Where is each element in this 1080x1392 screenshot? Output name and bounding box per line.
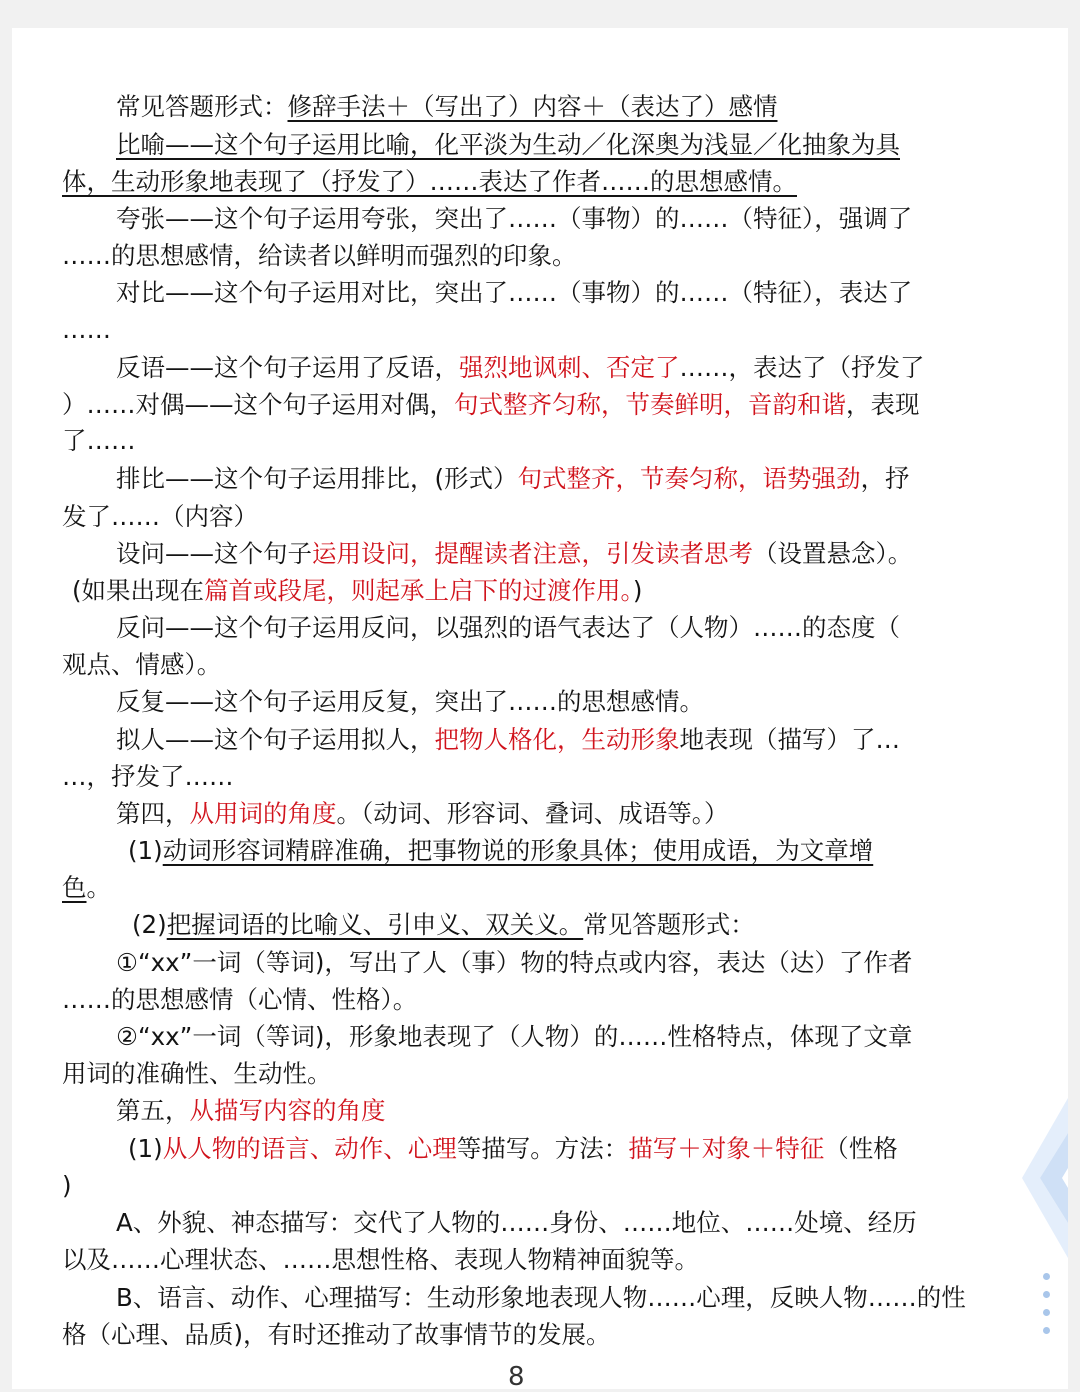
- text-segment: (2): [132, 910, 167, 939]
- text-line: [62, 237, 1068, 274]
- text-segment: ……的思想感情，给读者以鲜明而强烈的印象。: [62, 241, 577, 270]
- text-segment: …，抒发了……: [62, 762, 234, 791]
- text-segment: 排比——这个句子运用排比，(形式）: [116, 464, 518, 493]
- text-line: [72, 572, 1068, 609]
- text-segment: 反问——这个句子运用反问，以强烈的语气表达了（人物）……的态度（: [116, 613, 900, 642]
- text-segment: (1): [128, 836, 163, 865]
- highlighted-text: 句式整齐，节奏匀称，语势强劲: [517, 464, 861, 493]
- text-line: [116, 795, 1068, 832]
- text-segment: 格（心理、品质)，有时还推动了故事情节的发展。: [62, 1320, 611, 1349]
- text-segment: 地表现（描写）了…: [679, 725, 900, 754]
- text-line: [116, 944, 1068, 981]
- text-segment: ): [62, 1171, 72, 1200]
- text-line: [116, 683, 1068, 720]
- text-line: [62, 498, 1068, 535]
- highlighted-text: 句式整齐匀称，节奏鲜明，音韵和谐: [454, 390, 846, 419]
- text-segment: 夸张——这个句子运用夸张，突出了……（事物）的……（特征），强调了: [116, 204, 913, 233]
- highlighted-text: 篇首或段尾，则起承上启下的过渡作用。: [204, 576, 633, 605]
- text-line: [116, 1018, 1068, 1055]
- underlined-text: 动词形容词精辟准确，把事物说的形象具体；使用成语，为文章增: [162, 836, 874, 865]
- text-line: [116, 460, 1068, 497]
- underlined-text: 修辞手法＋（写出了）内容＋（表达了）感情: [287, 92, 778, 121]
- text-segment: 。: [86, 873, 111, 902]
- text-line: [116, 88, 1068, 125]
- text-segment: ，表现: [846, 390, 920, 419]
- text-line: [116, 1204, 1068, 1241]
- text-segment: 了……: [62, 426, 136, 455]
- underlined-text: 色: [62, 873, 87, 902]
- text-line: [116, 609, 1068, 646]
- text-segment: 。（动词、形容词、叠词、成语等。）: [336, 799, 729, 828]
- text-segment: ）……对偶——这个句子运用对偶，: [62, 390, 454, 419]
- text-line: [132, 906, 1068, 943]
- text-segment: （性格: [824, 1134, 898, 1163]
- highlighted-text: 强烈地讽刺、否定了: [459, 353, 680, 382]
- text-line: [62, 1316, 1068, 1353]
- text-segment: ……，表达了（抒发了: [679, 353, 925, 382]
- text-line: [62, 646, 1068, 683]
- text-line: [62, 311, 1068, 348]
- text-segment: (如果出现在: [72, 576, 205, 605]
- underlined-text: 把握词语的比喻义、引申义、双关义。: [166, 910, 584, 939]
- text-line: [116, 349, 1068, 386]
- text-line: [62, 1055, 1068, 1092]
- text-line: [62, 422, 1068, 459]
- text-segment: 常见答题形式：: [116, 92, 288, 121]
- text-segment: 反复——这个句子运用反复，突出了……的思想感情。: [116, 687, 704, 716]
- text-line: [62, 163, 1068, 200]
- highlighted-text: 从人物的语言、动作、心理: [162, 1134, 457, 1163]
- text-segment: 常见答题形式：: [583, 910, 755, 939]
- highlighted-text: 描写＋对象＋特征: [628, 1134, 825, 1163]
- text-segment: （设置悬念）。: [753, 539, 913, 568]
- text-line: [62, 386, 1068, 423]
- text-segment: ①“xx”一词（等词)，写出了人（事）物的特点或内容，表达（达）了作者: [116, 948, 913, 977]
- highlighted-text: 运用设问，提醒读者注意，引发读者思考: [312, 539, 753, 568]
- text-line: [116, 200, 1068, 237]
- text-segment: ……: [62, 315, 111, 344]
- text-line: [116, 274, 1068, 311]
- text-segment: 用词的准确性、生动性。: [62, 1059, 332, 1088]
- text-segment: 等描写。方法：: [456, 1134, 629, 1163]
- text-segment: (1): [128, 1134, 163, 1163]
- text-line: [62, 1241, 1068, 1278]
- text-line: [128, 832, 1068, 869]
- text-line: [62, 869, 1068, 906]
- text-line: [116, 535, 1068, 572]
- highlighted-text: 从用词的角度: [189, 799, 337, 828]
- underlined-text: 比喻——这个句子运用比喻，化平淡为生动／化深奥为浅显／化抽象为具: [116, 130, 900, 159]
- underlined-text: 体，生动形象地表现了（抒发了）……表达了作者……的思想感情。: [62, 167, 797, 196]
- text-line: [116, 721, 1068, 758]
- text-line: [116, 1279, 1068, 1316]
- text-line: [116, 1092, 1068, 1129]
- text-segment: ，抒: [860, 464, 910, 493]
- text-segment: ②“xx”一词（等词)，形象地表现了（人物）的……性格特点，体现了文章: [116, 1022, 913, 1051]
- text-line: [62, 758, 1068, 795]
- text-segment: 发了……（内容）: [62, 502, 258, 531]
- text-segment: 以及……心理状态、……思想性格、表现人物精神面貌等。: [62, 1245, 699, 1274]
- text-line: [62, 1167, 1068, 1204]
- text-segment: 拟人——这个句子运用拟人，: [116, 725, 435, 754]
- text-segment: 对比——这个句子运用对比，突出了……（事物）的……（特征），表达了: [116, 278, 913, 307]
- document-page: [12, 28, 1068, 1389]
- highlighted-text: 把物人格化，生动形象: [434, 725, 680, 754]
- text-segment: ……的思想感情（心情、性格）。: [62, 985, 418, 1014]
- text-segment: 第四，: [116, 799, 190, 828]
- text-segment: 设问——这个句子: [116, 539, 312, 568]
- text-segment: 反语——这个句子运用了反语，: [116, 353, 459, 382]
- text-segment: ): [632, 576, 643, 605]
- text-segment: A、外貌、神态描写：交代了人物的……身份、……地位、……处境、经历: [116, 1208, 917, 1237]
- page-number: 8: [508, 1362, 525, 1392]
- highlighted-text: 从描写内容的角度: [189, 1096, 386, 1125]
- text-segment: 观点、情感）。: [62, 650, 222, 679]
- text-line: [128, 1130, 1068, 1167]
- text-line: [62, 981, 1068, 1018]
- text-line: [116, 126, 1068, 163]
- text-segment: B、语言、动作、心理描写：生动形象地表现人物……心理，反映人物……的性: [116, 1283, 966, 1312]
- text-segment: 第五，: [116, 1096, 190, 1125]
